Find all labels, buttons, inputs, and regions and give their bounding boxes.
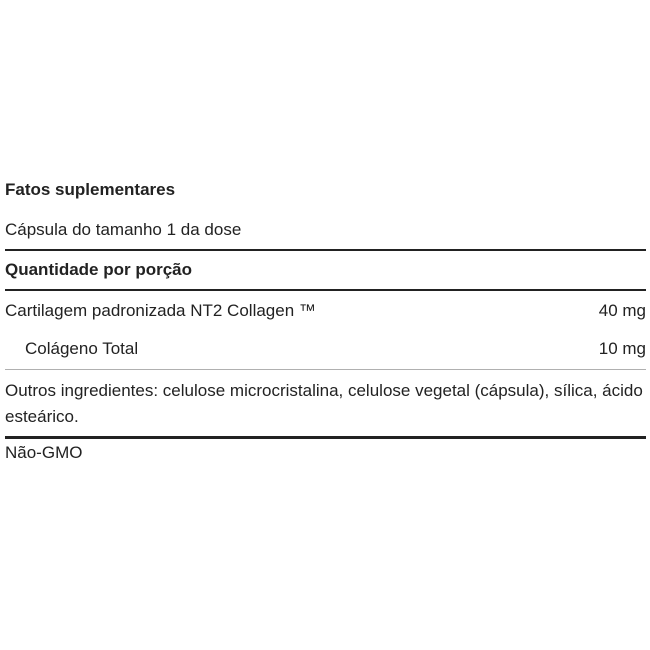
facts-title: Fatos suplementares	[5, 180, 176, 199]
serving-size	[5, 220, 646, 240]
nutrient-name: Colágeno Total	[25, 339, 139, 358]
other-ingredients: Outros ingredientes: celulose microcristalina, celulose vegetal (cápsula), sílica, ácido esteárico.	[5, 381, 643, 426]
non-gmo-note: Não-GMO	[5, 443, 83, 462]
supplement-facts-panel	[5, 174, 646, 463]
nutrient-row	[5, 291, 646, 330]
nutrient-amount: 10 mg	[598, 339, 646, 358]
nutrient-amount: 40 mg	[598, 301, 646, 320]
amount-per-serving-header: Quantidade por porção	[5, 260, 193, 279]
nutrient-row	[5, 330, 646, 369]
nutrient-name: Cartilagem padronizada NT2 Collagen ™	[5, 301, 316, 320]
serving-size-text: Cápsula do tamanho 1 da dose	[5, 220, 242, 239]
